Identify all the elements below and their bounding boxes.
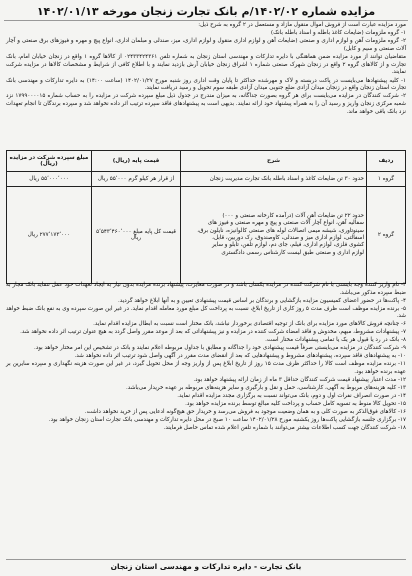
description-cell: حدود ۳۰ تن ضایعات کاغذ و اسناد باطله بانک تجارت مدیریت زنجان bbox=[181, 172, 367, 187]
term-item: ۱۸- شرکت کنندگان جهت کسب اطلاعات بیشتر می‌توانند با شماره تلفن اعلام شده تماس حاصل فرمایند. bbox=[163, 424, 406, 431]
term-item: ۹- شرکت کنندگان در مزایده می‌بایستی صرفاً قیمت پیشنهادی خود را جداگانه و مطابق با جداول مربوطه اعلام نمایند و بانک در تشخیص این امر مختار خواهد بود. bbox=[34, 345, 406, 352]
ad-title: مزایده شماره ۱۴۰۲/۰۲/م بانک تجارت زنجان مورخه ۱۴۰۲/۰۱/۱۳ bbox=[4, 3, 408, 21]
intro-line-2: ۱- گروه ملزومات (ضایعات کاغذ باطله و اسناد باطله بانک) bbox=[270, 30, 406, 37]
term-item: ۴- پاکت‌ها در حضور اعضای کمیسیون مزایده بازگشایی و برندگان بر اساس قیمت پیشنهادی تعیین و به آنها ابلاغ خواهد گردید. bbox=[118, 297, 406, 304]
auction-terms bbox=[6, 282, 406, 433]
intro-paragraph-2: ۱- کلیه پیشنهادها می‌بایست در پاکت دربسته و لاک و مهرشده حداکثر تا پایان وقت اداری روز شنبه مورخ ۱۴۰۲/۰۱/۲۷ (ساعت ۱۴:۰۰) به دایره تدارکات و مهندسی بانک تجارت استان زنجان واقع در زنجان میدان آزادی ضلع جنوبی میدان آزادی طبقه سوم تحویل و رسید دریافت نمایند. bbox=[6, 77, 406, 92]
term-item: ۱۷- برگزاری جلسه بازگشایی پاکت‌ها روز یکشنبه مورخ ۱۴۰۲/۰۱/۲۸ ساعت ۱۰ صبح در محل دایره تدارکات و مهندسی بانک تجارت استان زنجان خواهد بود. bbox=[48, 416, 406, 423]
term-item: ۱۶- کالاهای فوق‌الذکر به صورت کلی و به همان وضعیت موجود به فروش می‌رسد و خریدار حق هیچ‌گونه ادعایی پس از خرید نخواهد داشت. bbox=[84, 408, 406, 415]
item-line: لوازم اداری و صنعتی طبق لیست کارشناس رسمی دادگستری bbox=[221, 249, 364, 256]
header-base-price: قیمت پایه (ریال) bbox=[92, 151, 181, 172]
price-cell: از قرار هر کیلو گرم ۵۵٬۰۰۰ ریال bbox=[92, 172, 181, 187]
header-deposit: مبلغ سپرده شرکت در مزایده (ریال) bbox=[7, 151, 92, 172]
intro-paragraph-1: متقاضیان توانند از مورد مزایده ضمن هماهنگی با دایره تدارکات و مهندسی استان زنجان به شماره تلفن ۰۲۴۳۳۴۲۴۳۶۱ از کالاها گروه ۱ واقع در زنجان خیابان امام، بانک تجارت و از کالاهای گروه ۲ واقع در زنجان شهرک صنعتی شماره ۱ اشراق زنجان خیابان آرش بازدید نمایند و با اطلاع کافی از شرایط و مشخصات کالاها در مزایده شرکت نمایند. bbox=[6, 54, 406, 76]
item-line: حدود ۲۲ تن ضایعات آهن آلات (درآمده کارخانه صنعتی و ۰۰۰) bbox=[222, 212, 364, 219]
group-cell: گروه ۲ bbox=[367, 187, 406, 284]
intro-line-3: ۲- گروه ملزومات آهن و لوازم اداری و صنعتی (ضایعات آهن و لوازم اداری منقول و لوازم اداری، میز، صندلی و مبلمان اداری، انواع پیچ و مهره و فیوزهای برق صنعتی و آچار آلات صنعتی و سیم و کابل) bbox=[6, 38, 406, 52]
deposit-cell: ۲۷۷٬۱۷۳٬۰۰۰ ریال bbox=[7, 187, 92, 284]
deposit-cell: ۵۵٬۰۰۰٬۰۰۰ ریال bbox=[7, 172, 92, 187]
ad-footer: بانک تجارت - دایره تدارکات و مهندسی استان زنجان bbox=[6, 559, 406, 574]
term-item: ۱۴- در صورت انصراف نفرات اول و دوم، بانک می‌تواند نسبت به برگزاری مجدد مزایده اقدام نماید. bbox=[177, 392, 406, 399]
term-item: ۶- چنانچه فروش کالاهای مورد مزایده برای بانک از توجیه اقتصادی برخوردار نباشد، بانک مختار است نسبت به ابطال مزایده اقدام نماید. bbox=[93, 321, 406, 328]
term-item: ۳- نام واریز کننده وجه بایستی با نام شرکت کننده در مزایده یکسان باشد و در صورت مغایرت، پیشنهاد برنده مزایده بدون نیاز به ایجاد تعهدات خود عمل ننماید بانک مجاز به ضبط سپرده مذکور می‌باشد. bbox=[6, 282, 406, 296]
term-item: ۱۳- کلیه هزینه‌های مربوط به آگهی، کارشناسی، حمل و نقل و بارگیری و سایر هزینه‌های مربوطه بر عهده خریدار می‌باشد. bbox=[126, 384, 406, 391]
auction-table bbox=[6, 150, 406, 284]
term-item: ۵- برنده مزایده موظف است ظرف مدت ۵ روز کاری از تاریخ ابلاغ، نسبت به پرداخت کل مبلغ مورد معامله اقدام نماید. در غیر این صورت سپرده وی به نفع بانک ضبط خواهد شد. bbox=[6, 305, 406, 320]
ad-intro bbox=[6, 22, 406, 117]
table-row bbox=[7, 187, 406, 284]
group-cell: گروه ۱ bbox=[367, 172, 406, 187]
intro-line-1: مورد مزایده عبارت است از فروش اموال منقول مازاد و مستعمل در ۲ گروه به شرح ذیل: bbox=[198, 22, 406, 28]
term-item: ۱۱- برنده مزایده موظف است کالا را حداکثر ظرف مدت ۱۵ روز از تاریخ ابلاغ پس از واریز وجه از محل تحویل گیرد، در غیر این صورت هزینه نگهداری و سپرده سایرین بر عهده برنده خواهد بود. bbox=[6, 361, 406, 375]
term-item: ۸- بانک در رد یا قبول هر یک یا تمامی پیشنهادات مختار است. bbox=[265, 337, 406, 344]
intro-paragraph-3: ۲- شرکت کنندگان در مزایده می‌بایست برای هر گروه بصورت جداگانه، به میزان مندرج در جدول ذیل مبلغ سپرده شرکت در مزایده را به حساب شماره ۱۷۹۹۰۰۰۰۱۵ نزد شعبه مرکزی زنجان واریز و رسید آن را به همراه پیشنهاد خود ارائه نمایند. بدیهی است به پیشنهادهای فاقد سپرده ترتیب اثر داده نخواهد شد و سپرده برندگان تا انجام تعهدات نزد بانک باقی خواهد ماند. bbox=[6, 93, 406, 115]
term-item: ۷- پیشنهادات مشروط، مبهم، مخدوش و فاقد امضاء شرکت کننده در مزایده و نیز پیشنهاداتی که بعد از موعد مقرر واصل گردد به هیچ عنوان ترتیب اثر داده نخواهد شد. bbox=[20, 329, 406, 336]
header-description: شرح bbox=[181, 151, 367, 172]
table-row bbox=[7, 172, 406, 187]
description-cell bbox=[181, 187, 367, 284]
term-item: ۱۵- تحویل کالا منوط به تسویه کامل حساب و پرداخت کلیه مبالغ توسط برنده مزایده خواهد بود. bbox=[185, 400, 406, 407]
header-row-number: ردیف bbox=[367, 151, 406, 172]
item-line: اسفالتی، لوازم اداری میز و صندلی، کاوصندوق، رک دوربین، قابل، bbox=[212, 235, 364, 241]
table-header-row bbox=[7, 151, 406, 172]
item-line: سینوتاوری، شیشه میمی اتصالات لوله های صنعتی کالوانیزه، نایلون برق، bbox=[197, 227, 364, 234]
term-item: ۱۲- مدت اعتبار پیشنهاد قیمت شرکت کنندگان حداقل ۳ ماه از زمان ارائه پیشنهاد خواهد بود. bbox=[193, 376, 406, 383]
item-line: سفالیه آهن، انواع آچار آلات صنعتی و پیچ و مهره صنعتی و فیوز های bbox=[207, 220, 364, 227]
term-item: ۱۰- به پیشنهادهای فاقد سپرده، پیشنهادهای مشروط و پیشنهادهایی که بعد از انقضای مدت مقرر در آگهی واصل شود ترتیب اثر داده نخواهد شد. bbox=[74, 353, 406, 360]
price-cell: قیمت کل پایه مبلغ ۵٬۵۴۳٬۴۶۰٬۰۰۰ ریال bbox=[92, 187, 181, 284]
item-line: کشوی فلزی، لوازم اداری، فیلم، جای دم، لوازم تلفن، تابلو و سایر bbox=[211, 242, 364, 249]
